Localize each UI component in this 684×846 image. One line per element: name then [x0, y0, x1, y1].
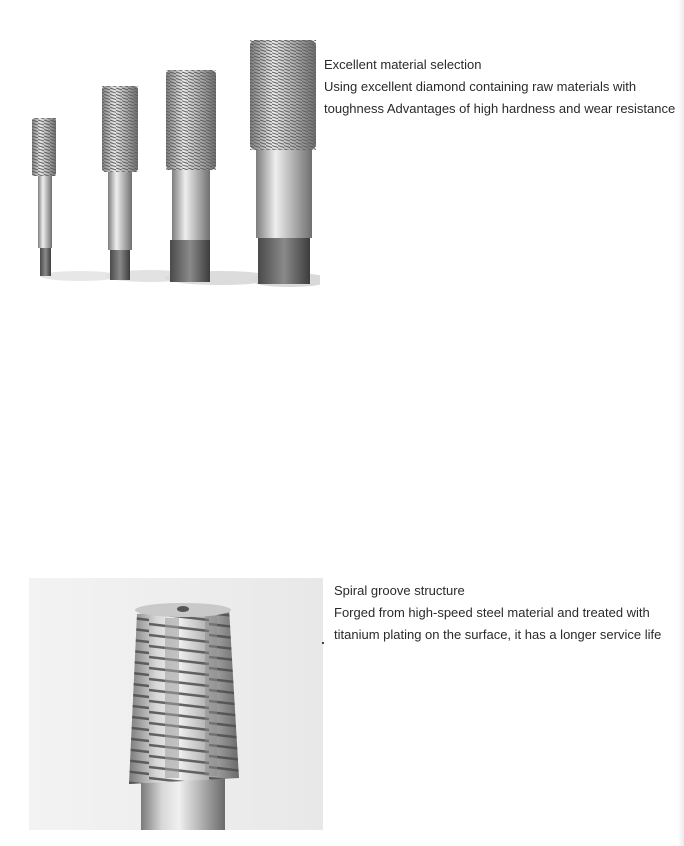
tap-large [166, 70, 216, 282]
page-right-edge [678, 0, 684, 846]
section-heading: Spiral groove structure [334, 583, 465, 598]
material-selection-text [324, 54, 675, 120]
section-heading: Excellent material selection [324, 57, 482, 72]
four-pipe-taps-photo [20, 30, 320, 290]
spiral-groove-closeup-photo [29, 578, 323, 830]
spiral-groove-text [334, 580, 661, 646]
stray-mark [322, 642, 324, 644]
section-body-line: Forged from high-speed steel material and treated with [334, 605, 650, 620]
tap-extra-large [250, 40, 316, 284]
section-body-line: toughness Advantages of high hardness and wear resistance [324, 101, 676, 116]
section-body-line: Using excellent diamond containing raw materials with [324, 79, 637, 94]
section-body-line: titanium plating on the surface, it has a longer service life [334, 627, 662, 642]
